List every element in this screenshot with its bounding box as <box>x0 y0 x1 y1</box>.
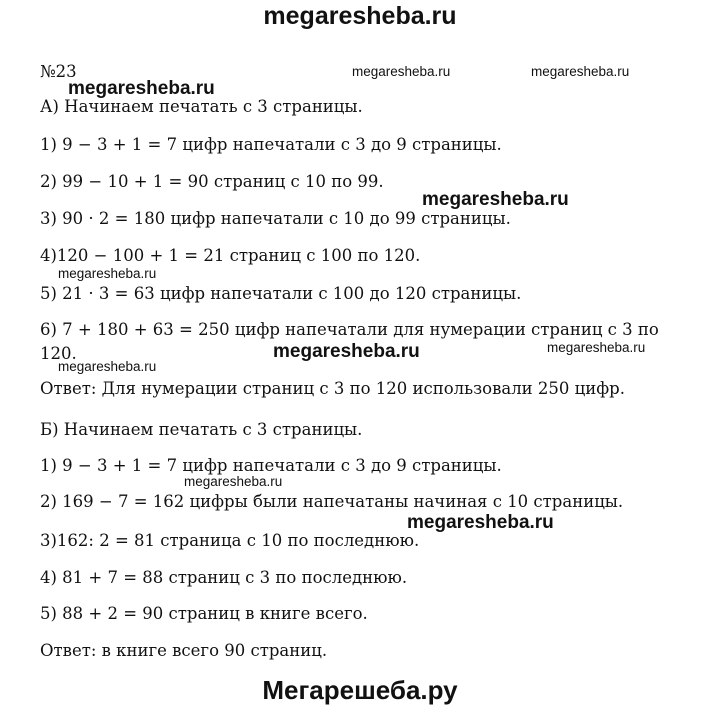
part-a-step-6: 6) 7 + 180 + 63 = 250 цифр напечатали для нумерации страниц с 3 по <box>40 320 659 339</box>
part-b-step-4: 4) 81 + 7 = 88 страниц с 3 по последнюю. <box>40 568 408 587</box>
watermark: megaresheba.ru <box>407 512 554 533</box>
part-b-answer: Ответ: в книге всего 90 страниц. <box>40 641 328 660</box>
part-b-intro: Б) Начинаем печатать с 3 страницы. <box>40 420 363 439</box>
site-header-title: megaresheba.ru <box>263 2 457 30</box>
watermark: megaresheba.ru <box>58 359 157 374</box>
part-b-step-1: 1) 9 − 3 + 1 = 7 цифр напечатали с 3 до 9 страницы. <box>40 456 502 475</box>
watermark: megaresheba.ru <box>352 64 451 79</box>
part-b-step-5: 5) 88 + 2 = 90 страниц в книге всего. <box>40 604 368 623</box>
part-a-step-3: 3) 90 · 2 = 180 цифр напечатали с 10 до 99 страницы. <box>40 209 511 228</box>
part-a-step-4: 4)120 − 100 + 1 = 21 страниц с 100 по 120. <box>40 246 421 265</box>
part-a-answer: Ответ: Для нумерации страниц с 3 по 120 использовали 250 цифр. <box>40 379 625 398</box>
part-a-step-6-continuation: 120. <box>40 344 77 363</box>
watermark: megaresheba.ru <box>58 266 157 281</box>
watermark: megaresheba.ru <box>547 340 646 355</box>
watermark: megaresheba.ru <box>422 189 569 210</box>
watermark: megaresheba.ru <box>184 474 283 489</box>
part-b-step-3: 3)162: 2 = 81 страница с 10 по последнюю. <box>40 531 420 550</box>
watermark: megaresheba.ru <box>273 341 420 362</box>
watermark: megaresheba.ru <box>68 78 215 99</box>
part-b-step-2: 2) 169 − 7 = 162 цифры были напечатаны начиная с 10 страницы. <box>40 492 624 511</box>
part-a-step-1: 1) 9 − 3 + 1 = 7 цифр напечатали с 3 до 9 страницы. <box>40 135 502 154</box>
problem-number: №23 <box>40 62 77 81</box>
site-footer-title: Мегарешеба.ру <box>262 675 458 705</box>
part-a-step-2: 2) 99 − 10 + 1 = 90 страниц с 10 по 99. <box>40 172 384 191</box>
watermark: megaresheba.ru <box>531 64 630 79</box>
part-a-step-5: 5) 21 · 3 = 63 цифр напечатали с 100 до 120 страницы. <box>40 284 522 303</box>
part-a-intro: А) Начинаем печатать с 3 страницы. <box>40 97 363 116</box>
